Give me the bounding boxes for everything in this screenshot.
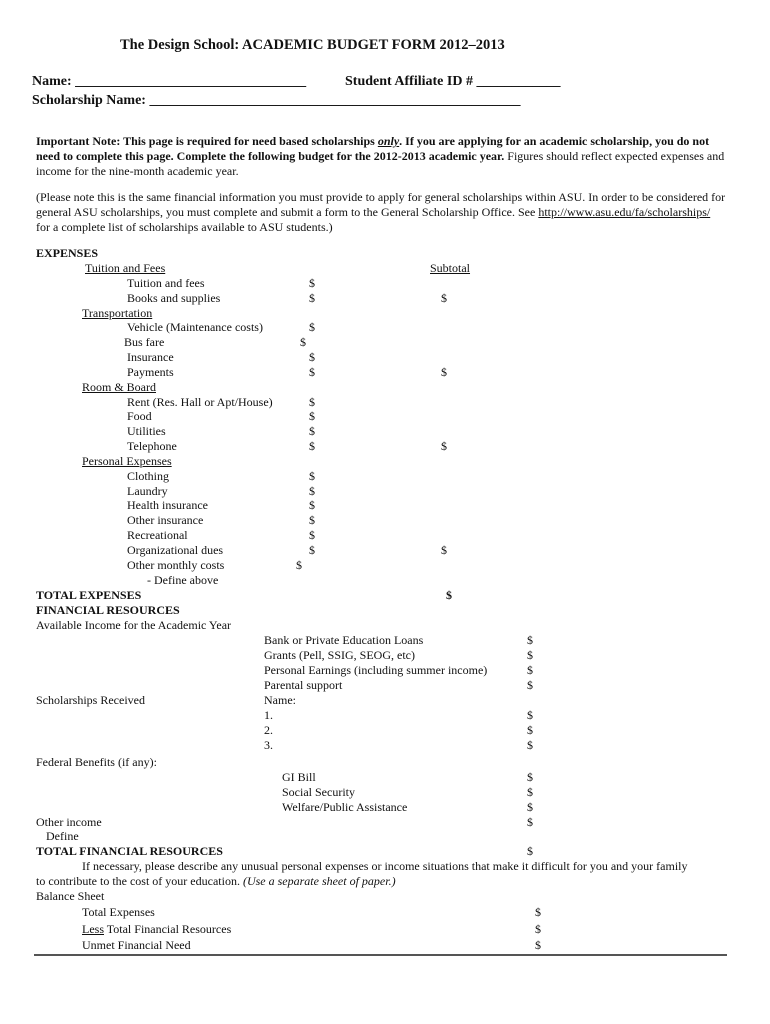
org-dues-label: Organizational dues	[127, 543, 224, 557]
recreational-label: Recreational	[127, 528, 188, 542]
scholarship-1-amount[interactable]: $	[527, 708, 533, 722]
category-tuition: Tuition and Fees	[85, 261, 166, 275]
subtotal-header: Subtotal	[430, 261, 471, 275]
utilities-amount[interactable]: $	[309, 424, 315, 438]
social-security-label: Social Security	[282, 785, 355, 799]
telephone-amount[interactable]: $	[309, 439, 315, 453]
total-expenses-amount[interactable]: $	[446, 588, 452, 602]
category-transportation: Transportation	[82, 306, 153, 320]
health-insurance-label: Health insurance	[127, 498, 208, 512]
laundry-amount[interactable]: $	[309, 484, 315, 498]
category-room-board: Room & Board	[82, 380, 156, 394]
insurance-label: Insurance	[127, 350, 174, 364]
other-income-amount[interactable]: $	[527, 815, 533, 829]
separate-sheet-text: to contribute to the cost of your education. (Use a separate sheet of paper.)	[36, 874, 396, 888]
scholarship-name-field[interactable]: Scholarship Name: _____________________________________________________	[32, 93, 521, 108]
scholarship-3-label: 3.	[264, 738, 273, 752]
clothing-label: Clothing	[127, 469, 170, 483]
total-resources-label: TOTAL FINANCIAL RESOURCES	[36, 844, 223, 858]
telephone-label: Telephone	[127, 439, 177, 453]
total-resources-amount[interactable]: $	[527, 844, 533, 858]
name-field[interactable]: Name: _________________________________	[32, 74, 307, 89]
scholarship-1-label: 1.	[264, 708, 273, 722]
available-income-label: Available Income for the Academic Year	[36, 618, 232, 632]
books-label: Books and supplies	[127, 291, 221, 305]
student-affiliate-id-field[interactable]: Student Affiliate ID # ____________	[345, 74, 561, 89]
food-label: Food	[127, 409, 152, 423]
define-above-label: - Define above	[147, 573, 219, 587]
bus-label: Bus fare	[124, 335, 165, 349]
parental-support-amount[interactable]: $	[527, 678, 533, 692]
gi-bill-amount[interactable]: $	[527, 770, 533, 784]
tuition-fees-amount[interactable]: $	[309, 276, 315, 290]
define-label: Define	[46, 829, 79, 843]
bottom-divider	[34, 954, 727, 956]
grants-amount[interactable]: $	[527, 648, 533, 662]
rent-label: Rent (Res. Hall or Apt/House)	[127, 395, 273, 409]
important-note: Important Note: This page is required for need based scholarships only. If you are applying for an academic scholarship, you do not need to complete this page. Complete the following budget for the 2012-2013 academic year. Figures should reflect expected expenses and income for the nine-month academic year.	[36, 134, 725, 178]
other-insurance-amount[interactable]: $	[309, 513, 315, 527]
org-dues-amount[interactable]: $	[309, 543, 315, 557]
recreational-amount[interactable]: $	[309, 528, 315, 542]
balance-total-expenses-label: Total Expenses	[82, 905, 155, 919]
welfare-label: Welfare/Public Assistance	[282, 800, 408, 814]
general-scholarship-note: (Please note this is the same financial information you must provide to apply for general scholarships within ASU. In order to be considered for general ASU scholarships, you must complete and submit a form to the General Scholarship Office. See http://www.asu.edu/fa/scholarships/ for a complete list of scholarships available to ASU students.)	[36, 190, 726, 234]
insurance-amount[interactable]: $	[309, 350, 315, 364]
form-title: The Design School: ACADEMIC BUDGET FORM 2012–2013	[120, 37, 505, 53]
expenses-heading: EXPENSES	[36, 246, 99, 260]
food-amount[interactable]: $	[309, 409, 315, 423]
parental-support-label: Parental support	[264, 678, 343, 692]
laundry-label: Laundry	[127, 484, 168, 498]
vehicle-label: Vehicle (Maintenance costs)	[127, 320, 263, 334]
social-security-amount[interactable]: $	[527, 785, 533, 799]
balance-less-resources-label: Less Total Financial Resources	[82, 922, 232, 936]
scholarship-name-label: Name:	[264, 693, 296, 707]
utilities-label: Utilities	[127, 424, 166, 438]
tuition-subtotal[interactable]: $	[441, 291, 447, 305]
scholarships-received-label: Scholarships Received	[36, 693, 145, 707]
other-insurance-label: Other insurance	[127, 513, 204, 527]
earnings-label: Personal Earnings (including summer income)	[264, 663, 488, 677]
clothing-amount[interactable]: $	[309, 469, 315, 483]
balance-less-resources-amount[interactable]: $	[535, 922, 541, 936]
bank-loans-label: Bank or Private Education Loans	[264, 633, 424, 647]
grants-label: Grants (Pell, SSIG, SEOG, etc)	[264, 648, 415, 662]
welfare-amount[interactable]: $	[527, 800, 533, 814]
other-monthly-label: Other monthly costs	[127, 558, 225, 572]
tuition-fees-label: Tuition and fees	[127, 276, 205, 290]
unmet-need-amount[interactable]: $	[535, 938, 541, 952]
balance-sheet-heading: Balance Sheet	[36, 889, 105, 903]
payments-label: Payments	[127, 365, 174, 379]
personal-subtotal[interactable]: $	[441, 543, 447, 557]
other-income-label: Other income	[36, 815, 102, 829]
vehicle-amount[interactable]: $	[309, 320, 315, 334]
payments-amount[interactable]: $	[309, 365, 315, 379]
books-amount[interactable]: $	[309, 291, 315, 305]
financial-resources-heading: FINANCIAL RESOURCES	[36, 603, 180, 617]
scholarships-link[interactable]: http://www.asu.edu/fa/scholarships/	[538, 205, 711, 219]
bank-loans-amount[interactable]: $	[527, 633, 533, 647]
category-personal: Personal Expenses	[82, 454, 172, 468]
earnings-amount[interactable]: $	[527, 663, 533, 677]
scholarship-2-amount[interactable]: $	[527, 723, 533, 737]
scholarship-2-label: 2.	[264, 723, 273, 737]
unusual-expenses-text: If necessary, please describe any unusual personal expenses or income situations that make it difficult for you and your family	[82, 859, 688, 873]
federal-benefits-label: Federal Benefits (if any):	[36, 755, 157, 769]
room-board-subtotal[interactable]: $	[441, 439, 447, 453]
balance-total-expenses-amount[interactable]: $	[535, 905, 541, 919]
rent-amount[interactable]: $	[309, 395, 315, 409]
bus-amount[interactable]: $	[300, 335, 306, 349]
other-monthly-amount[interactable]: $	[296, 558, 302, 572]
transportation-subtotal[interactable]: $	[441, 365, 447, 379]
scholarship-3-amount[interactable]: $	[527, 738, 533, 752]
total-expenses-label: TOTAL EXPENSES	[36, 588, 142, 602]
unmet-need-label: Unmet Financial Need	[82, 938, 191, 952]
health-insurance-amount[interactable]: $	[309, 498, 315, 512]
gi-bill-label: GI Bill	[282, 770, 316, 784]
